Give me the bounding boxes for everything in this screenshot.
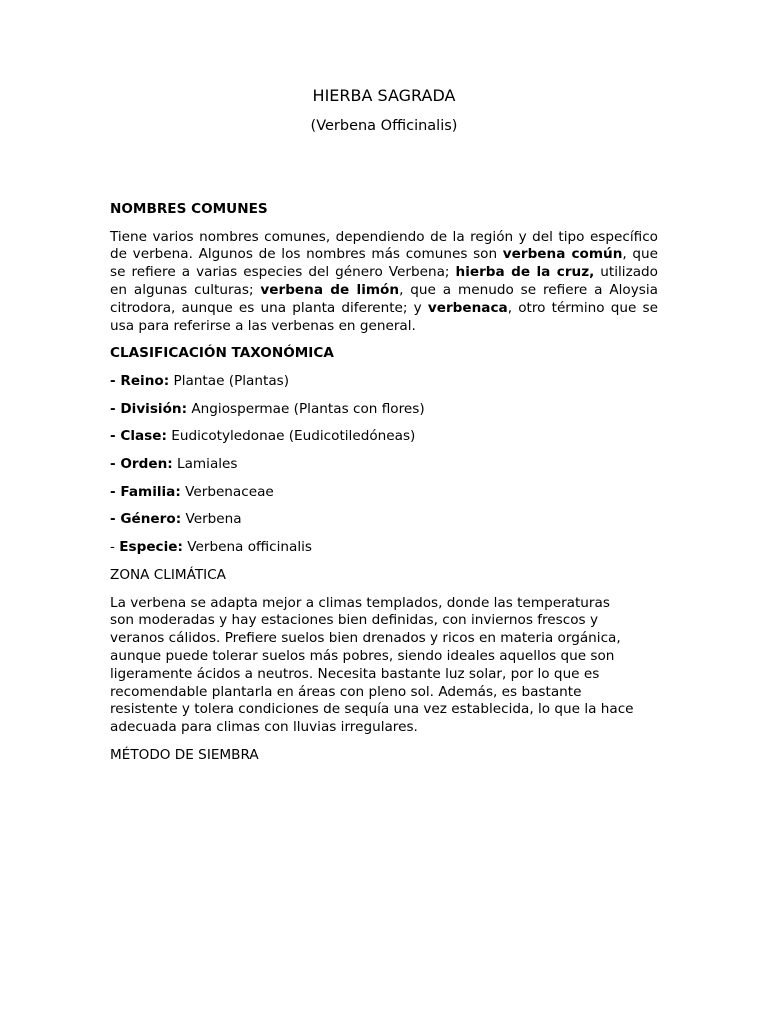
taxonomy-item xyxy=(110,539,658,557)
taxonomy-item xyxy=(110,511,658,529)
taxonomy-value: Eudicotyledonae (Eudicotiledóneas) xyxy=(166,428,416,445)
paragraph-nombres xyxy=(110,229,658,336)
taxonomy-value: Plantae (Plantas) xyxy=(169,373,290,390)
taxonomy-value: Verbena officinalis xyxy=(182,539,313,556)
bold-term: verbenaca xyxy=(427,299,508,316)
paragraph-clima xyxy=(110,595,658,737)
text-run: , que se refiere a varias especies del género Verbena; xyxy=(110,246,658,281)
text-line: son moderadas y hay estaciones bien definidas, con inviernos frescos y xyxy=(110,612,598,629)
text-line: ligeramente ácidos a neutros. Necesita bastante luz solar, por lo que es xyxy=(110,665,600,682)
taxonomy-label: - División: xyxy=(110,400,188,417)
taxonomy-label: - Clase: xyxy=(110,428,167,445)
text-run: Tiene varios nombres comunes, dependiendo de la región y del tipo específico de verbena. Algunos de los nombres más comunes son xyxy=(110,228,658,263)
taxonomy-label: - Familia: xyxy=(110,483,181,500)
taxonomy-value: Verbena xyxy=(181,511,242,528)
text-line: aunque puede tolerar suelos más pobres, siendo ideales aquellos que son xyxy=(110,647,615,664)
text-run: , que a menudo se refiere a Aloysia citrodora, aunque es una planta diferente; y xyxy=(110,282,658,316)
document-subtitle: (Verbena Officinalis) xyxy=(310,118,458,134)
taxonomy-label: - Género: xyxy=(110,511,182,528)
text-line: La verbena se adapta mejor a climas templados, donde las temperaturas xyxy=(110,594,610,611)
text-line: veranos cálidos. Prefiere suelos bien drenados y ricos en materia orgánica, xyxy=(110,630,621,647)
text-line: resistente y tolera condiciones de sequía una vez establecida, lo que la hace xyxy=(110,701,634,718)
bold-term: verbena de limón xyxy=(260,282,400,299)
taxonomy-prefix: - xyxy=(110,539,120,556)
text-run: utilizado en algunas culturas; xyxy=(110,264,658,299)
taxonomy-item xyxy=(110,456,658,474)
taxonomy-item xyxy=(110,373,658,391)
bold-term: verbena común xyxy=(502,246,623,263)
taxonomy-item xyxy=(110,428,658,446)
taxonomy-value: Verbenaceae xyxy=(180,483,274,500)
taxonomy-label: - Orden: xyxy=(110,456,173,473)
document-body xyxy=(110,201,658,775)
taxonomy-item xyxy=(110,484,658,502)
text-run: , otro término que se usa para referirse a las verbenas en general. xyxy=(110,299,658,334)
text-line: adecuada para climas con lluvias irregulares. xyxy=(110,719,418,736)
taxonomy-label: Especie: xyxy=(119,539,183,556)
bold-term: hierba de la cruz, xyxy=(455,264,595,281)
section-heading-clima: ZONA CLIMÁTICA xyxy=(110,566,226,583)
section-heading-nombres: NOMBRES COMUNES xyxy=(110,201,268,217)
document-title: HIERBA SAGRADA xyxy=(312,86,456,105)
taxonomy-value: Angiospermae (Plantas con flores) xyxy=(187,400,425,417)
taxonomy-value: Lamiales xyxy=(172,456,238,473)
taxonomy-label: - Reino: xyxy=(110,373,170,390)
section-heading-taxonomia: CLASIFICACIÓN TAXONÓMICA xyxy=(110,345,334,362)
taxonomy-item xyxy=(110,401,658,419)
section-heading-siembra: MÉTODO DE SIEMBRA xyxy=(110,746,259,763)
text-line: recomendable plantarla en áreas con pleno sol. Además, es bastante xyxy=(110,683,582,700)
